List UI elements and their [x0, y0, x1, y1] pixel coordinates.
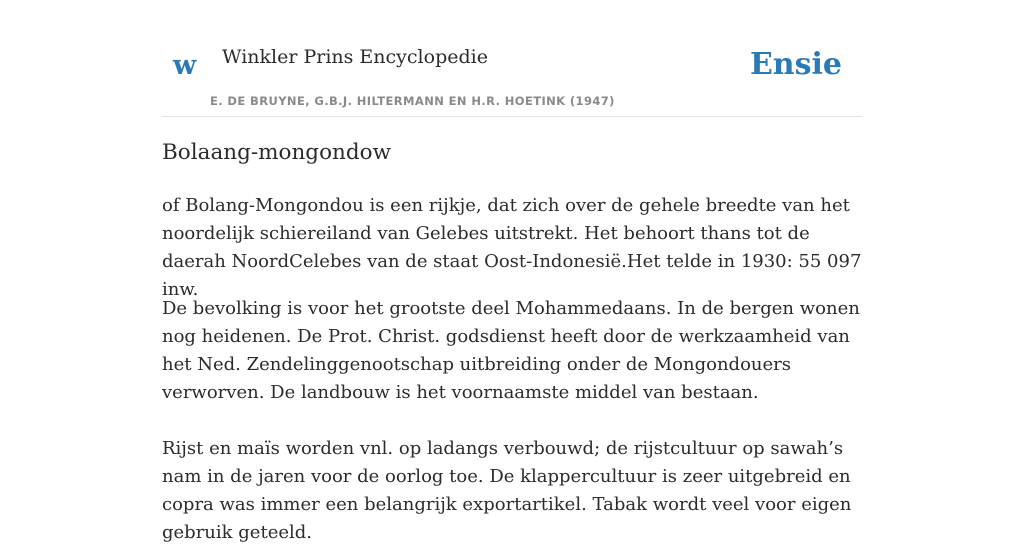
brand-logo[interactable]: Ensie — [749, 47, 842, 82]
article-paragraph-1: of Bolang-Mongondou is een rijkje, dat zich over de gehele breedte van het noordelijk schiereiland van Gelebes uitstrekt. Het behoort thans tot de daerah NoordCelebes van de staat Oost-Indonesië.Het telde in 1930: 55 097 inw. — [162, 195, 862, 300]
article-paragraph-3: Rijst en maïs worden vnl. op ladangs verbouwd; de rijstcultuur op sawah’s nam in de jaren voor de oorlog toe. De klappercultuur is zeer uitgebreid en copra was immer een belangrijk exportartikel. Tabak wordt veel voor eigen gebruik geteeld. — [162, 438, 852, 543]
article-title: Bolaang-mongondow — [162, 140, 391, 165]
publication-title[interactable]: Winkler Prins Encyclopedie — [222, 46, 488, 68]
page — [162, 0, 862, 543]
publication-logo[interactable]: w — [173, 50, 197, 81]
header — [162, 0, 862, 117]
article-paragraph-2: De bevolking is voor het grootste deel Mohammedaans. In de bergen wonen nog heidenen. De Prot. Christ. godsdienst heeft door de werkzaamheid van het Ned. Zendelinggenootschap uitbreiding onder de Mongondouers verworven. De landbouw is het voornaamste middel van bestaan. — [162, 298, 860, 403]
publication-authors: E. DE BRUYNE, G.B.J. HILTERMANN EN H.R. HOETINK (1947) — [210, 94, 615, 108]
